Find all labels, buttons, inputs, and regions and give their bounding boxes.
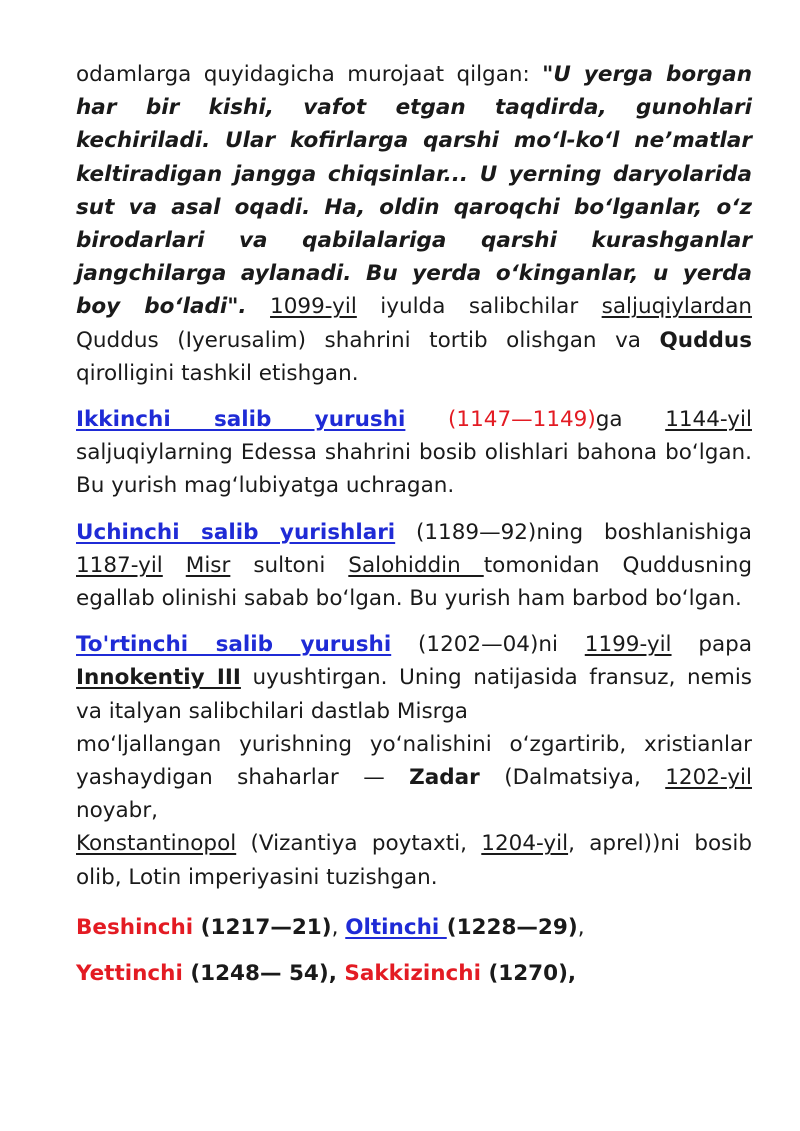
paragraph-seventh-eighth	[76, 957, 752, 990]
link-year-1144[interactable]: 1144-yil	[665, 407, 752, 433]
text-segment: qirolligini tashkil etishgan.	[76, 360, 359, 386]
link-second-crusade[interactable]: Ikkinchi salib yurushi	[76, 407, 406, 433]
link-year-1099[interactable]: 1099-yil	[270, 294, 357, 320]
text-segment: ,	[331, 914, 346, 940]
fifth-crusade-dates: (1217—21)	[193, 914, 332, 940]
eighth-crusade-label: Sakkizinchi	[344, 961, 481, 987]
paragraph-first-crusade	[76, 58, 752, 390]
link-year-1204[interactable]: 1204-yil	[481, 831, 569, 857]
link-fourth-crusade[interactable]: To'rtinchi salib yurushi	[76, 632, 392, 658]
text-segment: ,	[577, 914, 585, 940]
document-page	[76, 58, 752, 990]
fourth-crusade-line-a	[76, 628, 752, 728]
paragraph-fifth-sixth	[76, 911, 752, 944]
text-segment: ga	[595, 407, 666, 433]
second-crusade-dates: (1147—1149)	[448, 407, 596, 433]
link-year-1199[interactable]: 1199-yil	[584, 632, 672, 658]
text-segment: (Dalmatsiya,	[479, 765, 666, 791]
text-segment: uyushtirgan. Uning natijasida fransuz, nemis va italyan salibchilari dastlab Misrga	[76, 665, 753, 724]
eighth-crusade-dates: (1270),	[480, 961, 577, 987]
text-segment: (1189—92)ning boshlanishiga	[395, 519, 752, 545]
sixth-crusade-dates: (1228—29)	[446, 914, 578, 940]
spacer	[405, 407, 448, 432]
link-misr[interactable]: Misr	[185, 552, 231, 578]
text-segment: Quddus (Iyerusalim) shahrini tortib olishgan va	[76, 327, 660, 353]
text-segment: , aprel))ni bosib olib, Lotin imperiyasini tuzishgan.	[76, 831, 752, 890]
seventh-crusade-label: Yettinchi	[76, 961, 183, 987]
link-third-crusade[interactable]: Uchinchi salib yurishlari	[76, 519, 396, 545]
text-segment: mo‘ljallangan yurishning yo‘nalishini o‘zgartirib, xristianlar yashaydigan shaharlar —	[76, 731, 752, 791]
spacer	[163, 553, 186, 578]
urban-quote: "U yerga borgan har bir kishi, vafot etgan taqdirda, gunohlari kechiriladi. Ular kofirlarga qarshi mo‘l-ko‘l ne’matlar keltiradigan jangga chiqsinlar... U yerning daryolarida sut va asal oqadi. Ha, oldin qaroqchi bo‘lganlar, o‘z birodarlari va qabilalariga qarshi kurashganlar jangchilarga aylanadi. Bu yerda o‘kinganlar, u yerda boy bo‘ladi".	[76, 62, 752, 320]
fifth-crusade-label: Beshinchi	[76, 914, 194, 940]
text-segment: iyulda salibchilar	[356, 294, 602, 320]
link-year-1187[interactable]: 1187-yil	[76, 552, 163, 578]
intro-text: odamlarga quyidagicha murojaat qilgan:	[76, 62, 543, 87]
link-innocent-iii[interactable]: Innokentiy III	[76, 665, 241, 691]
link-year-1202[interactable]: 1202-yil	[665, 765, 752, 791]
fourth-crusade-line-b	[76, 728, 752, 828]
link-sixth-crusade[interactable]: Oltinchi	[345, 914, 447, 940]
quddus-bold: Quddus	[659, 327, 752, 353]
text-segment: (1202—04)ni	[391, 632, 585, 658]
text-segment: saljuqiylarning Edessa shahrini bosib olishlari bahona bo‘lgan. Bu yurish mag‘lubiyatga uchragan.	[76, 440, 752, 499]
paragraph-fourth-crusade	[76, 628, 752, 894]
paragraph-second-crusade	[76, 403, 752, 503]
text-segment: noyabr,	[76, 798, 159, 824]
text-segment: papa	[671, 632, 752, 658]
seventh-crusade-dates: (1248— 54),	[182, 961, 345, 987]
link-seljuks[interactable]: saljuqiylardan	[601, 294, 752, 320]
fourth-crusade-line-c	[76, 827, 752, 893]
spacer	[247, 294, 270, 319]
link-saladin[interactable]: Salohiddin	[348, 552, 484, 578]
link-constantinople[interactable]: Konstantinopol	[76, 831, 237, 857]
text-segment: (Vizantiya poytaxti,	[236, 831, 482, 857]
paragraph-third-crusade	[76, 516, 752, 616]
zadar-bold: Zadar	[409, 765, 480, 791]
text-segment: tomonidan Quddusning egallab olinishi sabab bo‘lgan. Bu yurish ham barbod bo‘lgan.	[76, 552, 752, 612]
text-segment: sultoni	[230, 552, 349, 578]
